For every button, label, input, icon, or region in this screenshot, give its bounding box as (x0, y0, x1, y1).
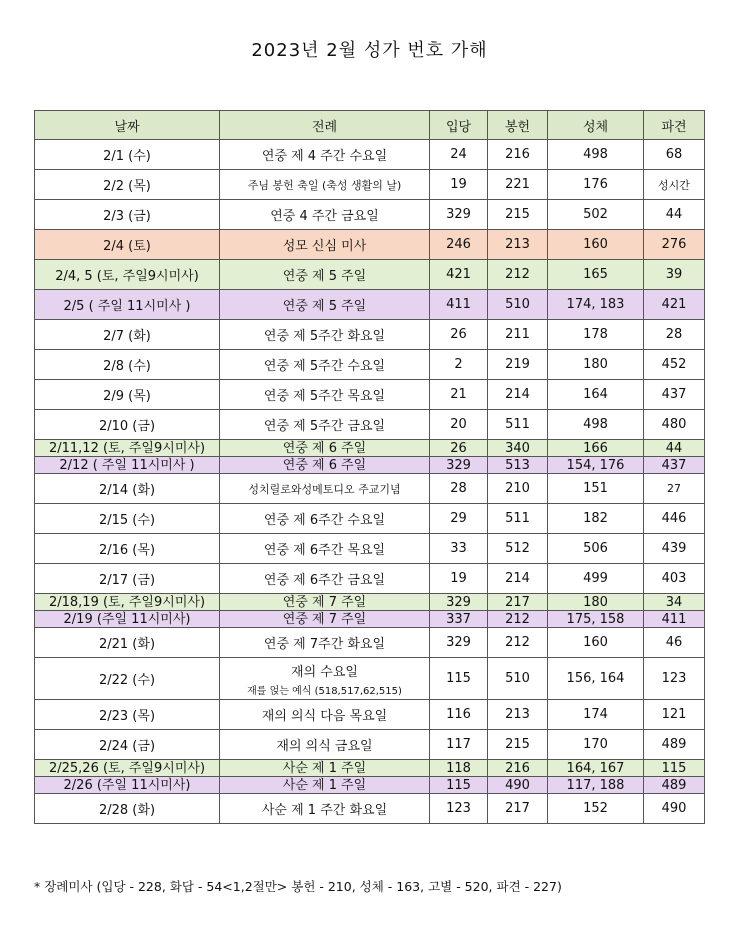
liturgy-cell: 연중 제 4 주간 수요일 (220, 140, 430, 170)
communion-cell: 166 (548, 440, 644, 457)
table-row (35, 730, 705, 760)
communion-cell: 156, 164 (548, 658, 644, 700)
offertory-cell: 216 (488, 140, 548, 170)
date-cell: 2/4, 5 (토, 주일9시미사) (35, 260, 220, 290)
communion-cell: 498 (548, 410, 644, 440)
date-cell: 2/12 ( 주일 11시미사 ) (35, 457, 220, 474)
date-cell: 2/24 (금) (35, 730, 220, 760)
communion-cell: 170 (548, 730, 644, 760)
dismissal-cell: 403 (644, 564, 705, 594)
date-cell: 2/11,12 (토, 주일9시미사) (35, 440, 220, 457)
dismissal-cell: 489 (644, 730, 705, 760)
communion-cell: 180 (548, 350, 644, 380)
dismissal-cell: 421 (644, 290, 705, 320)
communion-cell: 502 (548, 200, 644, 230)
table-row (35, 611, 705, 628)
liturgy-cell: 연중 4 주간 금요일 (220, 200, 430, 230)
header-offertory: 봉헌 (488, 111, 548, 140)
offertory-cell: 215 (488, 200, 548, 230)
offertory-cell: 512 (488, 534, 548, 564)
date-cell: 2/21 (화) (35, 628, 220, 658)
liturgy-cell: 연중 제 6 주일 (220, 440, 430, 457)
dismissal-cell: 115 (644, 760, 705, 777)
date-cell: 2/2 (목) (35, 170, 220, 200)
communion-cell: 154, 176 (548, 457, 644, 474)
liturgy-cell: 사순 제 1 주일 (220, 760, 430, 777)
offertory-cell: 212 (488, 611, 548, 628)
dismissal-cell: 276 (644, 230, 705, 260)
liturgy-subtitle: 재를 얹는 예식 (518,517,62,515) (247, 685, 402, 697)
dismissal-cell: 성시간 (644, 170, 705, 200)
date-cell: 2/25,26 (토, 주일9시미사) (35, 760, 220, 777)
dismissal-cell: 439 (644, 534, 705, 564)
table-row (35, 170, 705, 200)
dismissal-cell: 411 (644, 611, 705, 628)
liturgy-cell: 주님 봉헌 축일 (축성 생활의 날) (220, 170, 430, 200)
table-header-row (35, 111, 705, 140)
entrance-cell: 115 (430, 658, 488, 700)
entrance-cell: 20 (430, 410, 488, 440)
liturgy-cell: 성모 신심 미사 (220, 230, 430, 260)
communion-cell: 180 (548, 594, 644, 611)
entrance-cell: 118 (430, 760, 488, 777)
liturgy-cell: 재의 의식 금요일 (220, 730, 430, 760)
communion-cell: 506 (548, 534, 644, 564)
header-entrance: 입당 (430, 111, 488, 140)
communion-cell: 498 (548, 140, 644, 170)
liturgy-cell: 연중 제 7주간 화요일 (220, 628, 430, 658)
offertory-cell: 217 (488, 594, 548, 611)
date-cell: 2/15 (수) (35, 504, 220, 534)
date-cell: 2/28 (화) (35, 794, 220, 824)
offertory-cell: 511 (488, 410, 548, 440)
liturgy-cell: 연중 제 6주간 수요일 (220, 504, 430, 534)
dismissal-cell: 121 (644, 700, 705, 730)
offertory-cell: 215 (488, 730, 548, 760)
dismissal-cell: 480 (644, 410, 705, 440)
offertory-cell: 216 (488, 760, 548, 777)
liturgy-cell: 재의 의식 다음 목요일 (220, 700, 430, 730)
communion-cell: 174 (548, 700, 644, 730)
liturgy-cell: 연중 제 5주간 화요일 (220, 320, 430, 350)
table-row (35, 380, 705, 410)
table-row (35, 290, 705, 320)
liturgy-cell: 연중 제 7 주일 (220, 611, 430, 628)
entrance-cell: 116 (430, 700, 488, 730)
communion-cell: 175, 158 (548, 611, 644, 628)
header-communion: 성체 (548, 111, 644, 140)
funeral-mass-footnote: * 장례미사 (입당 - 228, 화답 - 54<1,2절만> 봉헌 - 210, 성체 - 163, 고별 - 520, 파견 - 227) (34, 879, 562, 894)
table-body (35, 140, 705, 824)
dismissal-cell: 123 (644, 658, 705, 700)
dismissal-cell: 28 (644, 320, 705, 350)
table-row (35, 794, 705, 824)
liturgy-cell: 연중 제 5주간 목요일 (220, 380, 430, 410)
table-row (35, 628, 705, 658)
dismissal-cell: 46 (644, 628, 705, 658)
entrance-cell: 246 (430, 230, 488, 260)
entrance-cell: 21 (430, 380, 488, 410)
communion-cell: 151 (548, 474, 644, 504)
communion-cell: 160 (548, 628, 644, 658)
offertory-cell: 214 (488, 380, 548, 410)
communion-cell: 499 (548, 564, 644, 594)
dismissal-cell: 446 (644, 504, 705, 534)
hymn-table (34, 110, 705, 824)
table-row (35, 658, 705, 700)
entrance-cell: 19 (430, 170, 488, 200)
entrance-cell: 26 (430, 320, 488, 350)
dismissal-cell: 27 (644, 474, 705, 504)
date-cell: 2/26 (주일 11시미사) (35, 777, 220, 794)
liturgy-cell: 연중 제 6주간 금요일 (220, 564, 430, 594)
dismissal-cell: 452 (644, 350, 705, 380)
date-cell: 2/23 (목) (35, 700, 220, 730)
table-row (35, 504, 705, 534)
table-row (35, 760, 705, 777)
offertory-cell: 219 (488, 350, 548, 380)
date-cell: 2/3 (금) (35, 200, 220, 230)
offertory-cell: 211 (488, 320, 548, 350)
date-cell: 2/19 (주일 11시미사) (35, 611, 220, 628)
offertory-cell: 212 (488, 260, 548, 290)
dismissal-cell: 489 (644, 777, 705, 794)
table-row (35, 260, 705, 290)
offertory-cell: 513 (488, 457, 548, 474)
dismissal-cell: 39 (644, 260, 705, 290)
header-dismissal: 파견 (644, 111, 705, 140)
entrance-cell: 411 (430, 290, 488, 320)
offertory-cell: 214 (488, 564, 548, 594)
communion-cell: 165 (548, 260, 644, 290)
offertory-cell: 510 (488, 658, 548, 700)
table-row (35, 534, 705, 564)
entrance-cell: 29 (430, 504, 488, 534)
table-row (35, 140, 705, 170)
date-cell: 2/18,19 (토, 주일9시미사) (35, 594, 220, 611)
table-row (35, 230, 705, 260)
table-row (35, 320, 705, 350)
entrance-cell: 115 (430, 777, 488, 794)
table-row (35, 200, 705, 230)
date-cell: 2/4 (토) (35, 230, 220, 260)
communion-cell: 182 (548, 504, 644, 534)
liturgy-cell: 성치릴로와성메토디오 주교기념 (220, 474, 430, 504)
entrance-cell: 329 (430, 628, 488, 658)
table-row (35, 777, 705, 794)
date-cell: 2/5 ( 주일 11시미사 ) (35, 290, 220, 320)
table-row (35, 350, 705, 380)
date-cell: 2/22 (수) (35, 658, 220, 700)
communion-cell: 164 (548, 380, 644, 410)
table-row (35, 700, 705, 730)
communion-cell: 178 (548, 320, 644, 350)
dismissal-cell: 68 (644, 140, 705, 170)
entrance-cell: 329 (430, 457, 488, 474)
dismissal-cell: 437 (644, 457, 705, 474)
date-cell: 2/17 (금) (35, 564, 220, 594)
liturgy-cell: 연중 제 6 주일 (220, 457, 430, 474)
dismissal-cell: 437 (644, 380, 705, 410)
liturgy-cell (220, 658, 430, 700)
offertory-cell: 212 (488, 628, 548, 658)
communion-cell: 152 (548, 794, 644, 824)
dismissal-cell: 34 (644, 594, 705, 611)
table-row (35, 564, 705, 594)
table-row (35, 440, 705, 457)
offertory-cell: 210 (488, 474, 548, 504)
entrance-cell: 26 (430, 440, 488, 457)
date-cell: 2/16 (목) (35, 534, 220, 564)
date-cell: 2/10 (금) (35, 410, 220, 440)
entrance-cell: 28 (430, 474, 488, 504)
entrance-cell: 123 (430, 794, 488, 824)
liturgy-cell: 연중 제 5주간 금요일 (220, 410, 430, 440)
communion-cell: 174, 183 (548, 290, 644, 320)
dismissal-cell: 490 (644, 794, 705, 824)
entrance-cell: 337 (430, 611, 488, 628)
offertory-cell: 340 (488, 440, 548, 457)
entrance-cell: 24 (430, 140, 488, 170)
date-cell: 2/8 (수) (35, 350, 220, 380)
entrance-cell: 421 (430, 260, 488, 290)
date-cell: 2/14 (화) (35, 474, 220, 504)
offertory-cell: 510 (488, 290, 548, 320)
entrance-cell: 33 (430, 534, 488, 564)
table-row (35, 410, 705, 440)
offertory-cell: 511 (488, 504, 548, 534)
entrance-cell: 19 (430, 564, 488, 594)
offertory-cell: 221 (488, 170, 548, 200)
dismissal-cell: 44 (644, 200, 705, 230)
header-date: 날짜 (35, 111, 220, 140)
liturgy-cell: 사순 제 1 주간 화요일 (220, 794, 430, 824)
communion-cell: 117, 188 (548, 777, 644, 794)
date-cell: 2/9 (목) (35, 380, 220, 410)
entrance-cell: 329 (430, 594, 488, 611)
offertory-cell: 217 (488, 794, 548, 824)
date-cell: 2/1 (수) (35, 140, 220, 170)
liturgy-cell: 연중 제 6주간 목요일 (220, 534, 430, 564)
page-title: 2023년 2월 성가 번호 가해 (251, 40, 488, 61)
communion-cell: 176 (548, 170, 644, 200)
header-liturgy: 전례 (220, 111, 430, 140)
table-row (35, 594, 705, 611)
liturgy-cell: 연중 제 7 주일 (220, 594, 430, 611)
communion-cell: 164, 167 (548, 760, 644, 777)
dismissal-cell: 44 (644, 440, 705, 457)
table-row (35, 457, 705, 474)
entrance-cell: 329 (430, 200, 488, 230)
liturgy-cell: 연중 제 5 주일 (220, 260, 430, 290)
entrance-cell: 2 (430, 350, 488, 380)
date-cell: 2/7 (화) (35, 320, 220, 350)
liturgy-title: 재의 수요일 (291, 664, 358, 680)
liturgy-cell: 연중 제 5 주일 (220, 290, 430, 320)
offertory-cell: 213 (488, 230, 548, 260)
table-row (35, 474, 705, 504)
communion-cell: 160 (548, 230, 644, 260)
liturgy-cell: 연중 제 5주간 수요일 (220, 350, 430, 380)
offertory-cell: 213 (488, 700, 548, 730)
liturgy-cell: 사순 제 1 주일 (220, 777, 430, 794)
offertory-cell: 490 (488, 777, 548, 794)
entrance-cell: 117 (430, 730, 488, 760)
